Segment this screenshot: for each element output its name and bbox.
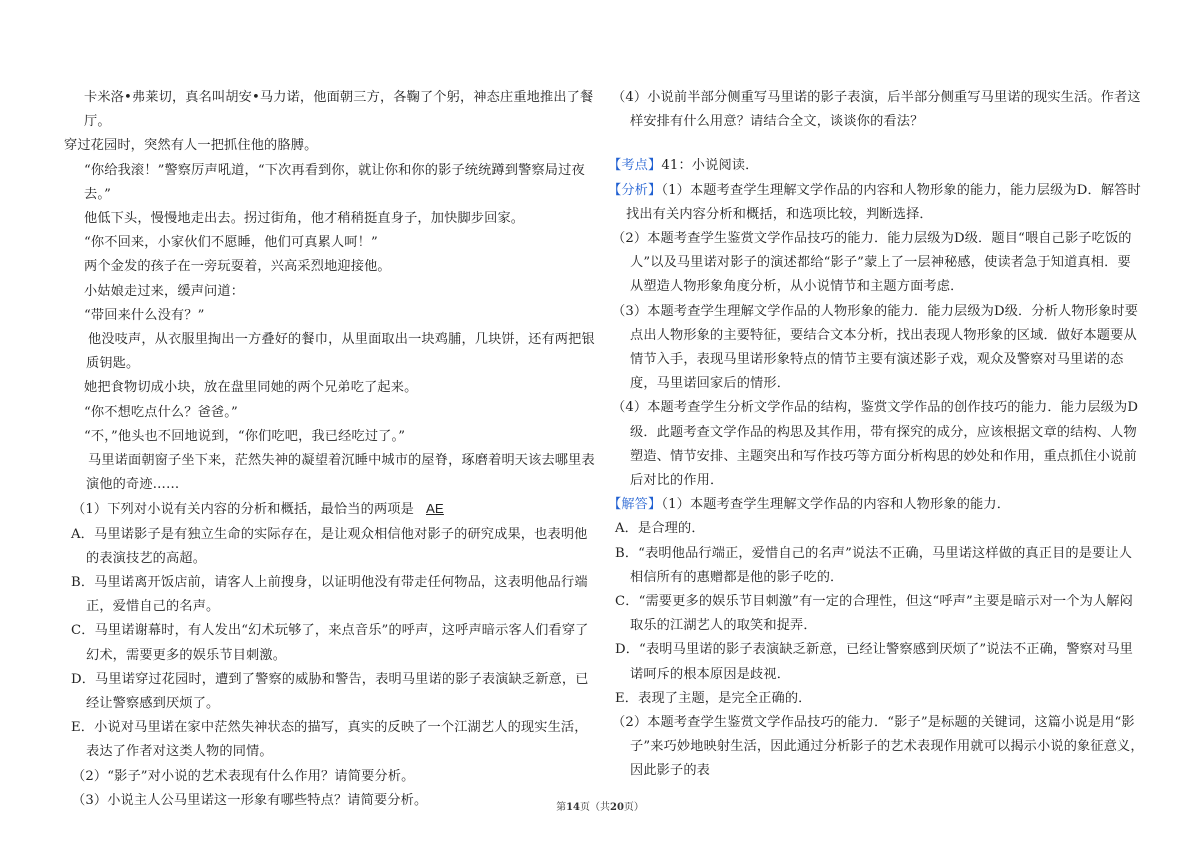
- story-paragraph: 两个金发的孩子在一旁玩耍着，兴高采烈地迎接他。: [84, 259, 391, 275]
- option-e: E．小说对马里诺在家中茫然失神状态的描写，真实的反映了一个江湖艺人的现实生活，表达了作者对这类人物的同情。: [71, 720, 588, 760]
- story-paragraph: 他低下头，慢慢地走出去。拐过街角，他才稍稍挺直身子，加快脚步回家。: [84, 211, 525, 227]
- page-footer: [0, 798, 1200, 813]
- footer-page-number: 14: [566, 802, 580, 813]
- story-paragraph: “你不回来，小家伙们不愿睡，他们可真累人呵！”: [84, 235, 378, 251]
- jieda-1-text: （1）本题考查学生理解文学作品的内容和人物形象的能力．: [661, 497, 1011, 513]
- left-column: [64, 86, 598, 813]
- kaodian: [608, 154, 1144, 178]
- story-paragraph: 小姑娘走过来，缓声问道：: [84, 283, 245, 299]
- jieda-option-e: E．表现了主题，是完全正确的．: [615, 690, 812, 706]
- story-paragraph: “你不想吃点什么？爸爸。”: [84, 404, 238, 420]
- question-1-text: （1）下列对小说有关内容的分析和概括，最恰当的两项是: [72, 502, 414, 518]
- jieda-option-b: B．“表明他品行端正，爱惜自己的名声”说法不正确，马里诺这样做的真正目的是要让人相信所有的惠赠都是他的影子吃的．: [615, 545, 1133, 585]
- story-paragraph: 她把食物切成小块，放在盘里同她的两个兄弟吃了起来。: [84, 380, 418, 396]
- footer-pre: 第: [556, 802, 567, 813]
- story-paragraph: “你给我滚！”警察厉声吼道，“下次再看到你，就让你和你的影子统统蹲到警察局过夜去。”: [84, 162, 585, 202]
- story-paragraph: “带回来什么没有？”: [84, 307, 205, 323]
- question-1-answer: AE: [425, 501, 444, 517]
- jieda-option-d: D．“表明马里诺的影子表演缺乏新意，已经让警察感到厌烦了”说法不正确，警察对马里诺呵斥的根本原因是歧视．: [615, 642, 1133, 682]
- fenxi-3: （3）本题考查学生理解文学作品的人物形象的能力．能力层级为D级．分析人物形象时要点出人物形象的主要特征，要结合文本分析，找出表现人物形象的区域．做好本题要从情节入手，表现马里诺形象特点的情节主要有演述影子戏，观众及警察对马里诺的态度，马里诺回家后的情形．: [612, 303, 1139, 392]
- question-4: （4）小说前半部分侧重写马里诺的影子表演，后半部分侧重写马里诺的现实生活。作者这样安排有什么用意？请结合全文，谈谈你的看法？: [612, 90, 1141, 130]
- footer-post: 页）: [623, 802, 644, 813]
- jieda-option-c: C．“需要更多的娱乐节目刺激”有一定的合理性，但这“呼声”主要是暗示对一个为人解闷取乐的江湖艺人的取笑和捉弄．: [615, 594, 1133, 634]
- jieda-2: （2）本题考查学生鉴赏文学作品技巧的能力．“影子”是标题的关键词，这篇小说是用“影子”来巧妙地映射生活，因此通过分析影子的艺术表现作用就可以揭示小说的象征意义，因此影子的表: [612, 715, 1144, 779]
- story-paragraph: 卡米洛•弗莱切，真名叫胡安•马力诺，他面朝三方，各鞠了个躬，神态庄重地推出了餐厅。: [84, 90, 594, 130]
- story-paragraph: “不，”他头也不回地说到，“你们吃吧，我已经吃过了。”: [84, 428, 406, 444]
- footer-total-pages: 20: [610, 802, 624, 813]
- jieda-1: [608, 493, 1144, 517]
- story-paragraph: 他没吱声，从衣服里掏出一方叠好的餐巾，从里面取出一块鸡脯，几块饼，还有两把银质钥匙。: [86, 332, 595, 372]
- jieda-tag: 【解答】: [608, 497, 662, 513]
- story-paragraph: 穿过花园时，突然有人一把抓住他的胳膊。: [64, 138, 318, 154]
- fenxi-4: （4）本题考查学生分析文学作品的结构，鉴赏文学作品的创作技巧的能力．能力层级为D级．此题考查文学作品的构思及其作用，带有探究的成分，应该根据文章的结构、人物塑造、情节安排、主题突出和写作技巧等方面分析构思的妙处和作用，重点抓住小说前后对比的作用．: [612, 400, 1139, 489]
- option-a: A．马里诺影子是有独立生命的实际存在，是让观众相信他对影子的研究成果，也表明他的表演技艺的高超。: [71, 526, 588, 566]
- right-column: [608, 86, 1144, 784]
- option-b: B．马里诺离开饭店前，请客人上前搜身，以证明他没有带走任何物品，这表明他品行端正，爱惜自己的名声。: [71, 575, 588, 615]
- question-3: （3）小说主人公马里诺这一形象有哪些特点？请简要分析。: [72, 792, 428, 808]
- option-c: C．马里诺谢幕时，有人发出“幻术玩够了，来点音乐”的呼声，这呼声暗示客人们看穿了幻术，需要更多的娱乐节目刺激。: [71, 623, 589, 663]
- story-paragraph: 马里诺面朝窗子坐下来，茫然失神的凝望着沉睡中城市的屋脊，琢磨着明天该去哪里表演他的奇迹……: [86, 453, 595, 493]
- spacer: [608, 134, 1144, 154]
- question-2: （2）“影子”对小说的艺术表现有什么作用？请简要分析。: [72, 768, 415, 784]
- kaodian-tag: 【考点】: [608, 158, 662, 174]
- question-1: [64, 497, 598, 522]
- footer-mid: 页（共: [580, 802, 610, 813]
- kaodian-text: 41：小说阅读．: [661, 158, 759, 174]
- fenxi-1-text: （1）本题考查学生理解文学作品的内容和人物形象的能力，能力层级为D．解答时找出有关内容分析和概括，和选项比较，判断选择．: [626, 182, 1141, 222]
- jieda-option-a: A．是合理的．: [615, 521, 705, 537]
- option-d: D．马里诺穿过花园时，遭到了警察的威胁和警告，表明马里诺的影子表演缺乏新意，已经让警察感到厌烦了。: [71, 671, 589, 712]
- fenxi-2: （2）本题考查学生鉴赏文学作品技巧的能力．能力层级为D级．题目“喂自己影子吃饭的人”以及马里诺对影子的演述都给“影子”蒙上了一层神秘感，使读者急于知道真相．要从塑造人物形象角度分析，从小说情节和主题方面考虑．: [612, 231, 1132, 295]
- fenxi-tag: 【分析】: [608, 182, 662, 198]
- fenxi-1: [608, 179, 1144, 227]
